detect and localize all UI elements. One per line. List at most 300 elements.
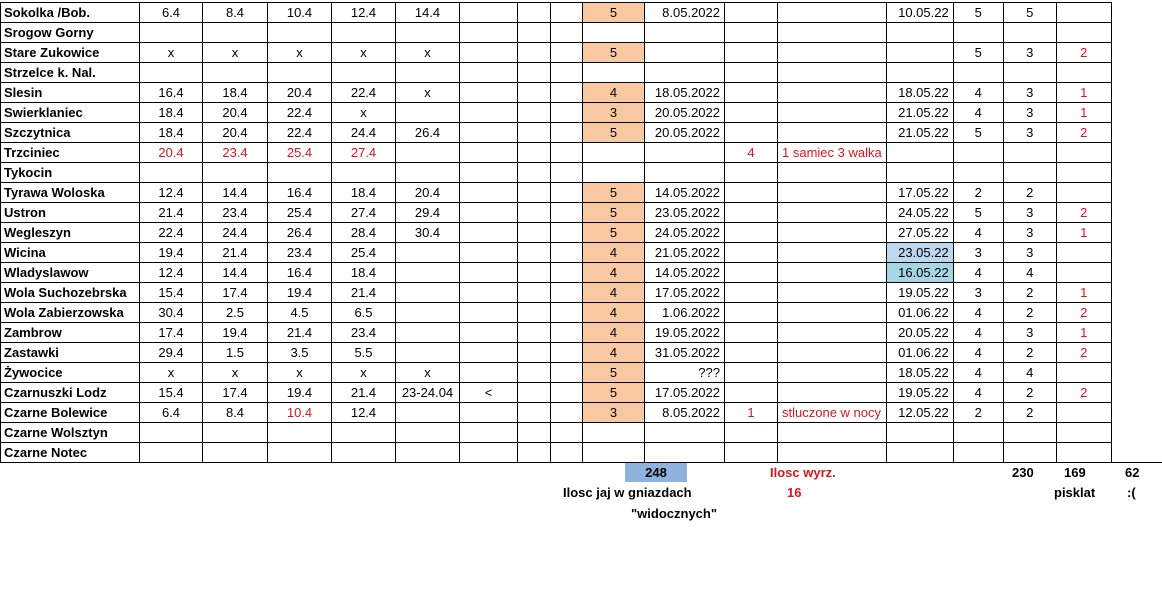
cell-d4: x: [332, 103, 396, 123]
cell-date1: 31.05.2022: [645, 343, 725, 363]
cell-d4: x: [332, 363, 396, 383]
cell-h: 2: [953, 403, 1003, 423]
cell-h: 4: [953, 383, 1003, 403]
cell-d2: 23.4: [203, 203, 268, 223]
cell-d1: 6.4: [140, 403, 203, 423]
cell-x: [1056, 363, 1111, 383]
cell-d3: 4.5: [268, 303, 332, 323]
cell-note: [778, 223, 887, 243]
cell-d2: 8.4: [203, 3, 268, 23]
cell-h: 5: [953, 203, 1003, 223]
cell-d5: [396, 143, 460, 163]
cell-d5: [396, 103, 460, 123]
cell-n: [725, 383, 778, 403]
cell-name: Szczytnica: [1, 123, 140, 143]
cell-e1: [518, 443, 551, 463]
table-row: [1, 83, 1112, 103]
cell-x: [1056, 63, 1111, 83]
cell-eggs: [583, 163, 645, 183]
cell-x: [1056, 243, 1111, 263]
cell-eggs: 5: [583, 223, 645, 243]
cell-n: [725, 243, 778, 263]
cell-d3: [268, 443, 332, 463]
cell-lt: [460, 183, 518, 203]
cell-d4: [332, 423, 396, 443]
cell-d3: 23.4: [268, 243, 332, 263]
table-row: [1, 303, 1112, 323]
cell-d3: 25.4: [268, 143, 332, 163]
cell-d5: [396, 243, 460, 263]
cell-h: 4: [953, 303, 1003, 323]
cell-d5: 30.4: [396, 223, 460, 243]
cell-d4: 12.4: [332, 3, 396, 23]
cell-date2: 10.05.22: [886, 3, 953, 23]
cell-d3: [268, 423, 332, 443]
cell-lt: [460, 143, 518, 163]
cell-d2: 18.4: [203, 83, 268, 103]
cell-date2: [886, 63, 953, 83]
cell-date2: 27.05.22: [886, 223, 953, 243]
cell-e1: [518, 143, 551, 163]
cell-e2: [551, 383, 583, 403]
cell-name: Zambrow: [1, 323, 140, 343]
cell-lt: [460, 103, 518, 123]
cell-note: [778, 183, 887, 203]
cell-h: 4: [953, 343, 1003, 363]
cell-x: [1056, 263, 1111, 283]
cell-lt: [460, 123, 518, 143]
cell-eggs: 4: [583, 283, 645, 303]
cell-x: [1056, 443, 1111, 463]
cell-d1: [140, 163, 203, 183]
cell-d3: 16.4: [268, 183, 332, 203]
cell-date1: [645, 163, 725, 183]
cell-date1: 8.05.2022: [645, 3, 725, 23]
cell-date1: 20.05.2022: [645, 123, 725, 143]
cell-e1: [518, 283, 551, 303]
cell-d5: 20.4: [396, 183, 460, 203]
cell-h: 4: [953, 103, 1003, 123]
cell-p: 3: [1003, 323, 1056, 343]
cell-d5: [396, 163, 460, 183]
cell-d3: 26.4: [268, 223, 332, 243]
table-row: [1, 163, 1112, 183]
cell-e2: [551, 203, 583, 223]
cell-name: Stare Zukowice: [1, 43, 140, 63]
total-x: 62: [1125, 465, 1140, 480]
cell-lt: [460, 3, 518, 23]
cell-n: [725, 223, 778, 243]
cell-x: 2: [1056, 43, 1111, 63]
table-bottom-border: [0, 462, 1162, 463]
cell-x: 2: [1056, 343, 1111, 363]
cell-x: [1056, 3, 1111, 23]
cell-h: 2: [953, 183, 1003, 203]
cell-d3: 25.4: [268, 203, 332, 223]
cell-date1: 17.05.2022: [645, 383, 725, 403]
cell-d5: 29.4: [396, 203, 460, 223]
cell-e2: [551, 363, 583, 383]
cell-name: Wola Suchozebrska: [1, 283, 140, 303]
cell-d4: 21.4: [332, 283, 396, 303]
cell-eggs: 4: [583, 303, 645, 323]
cell-h: [953, 23, 1003, 43]
cell-lt: [460, 283, 518, 303]
cell-d1: 30.4: [140, 303, 203, 323]
cell-d5: [396, 63, 460, 83]
table-row: [1, 403, 1112, 423]
table-row: [1, 223, 1112, 243]
cell-x: 1: [1056, 223, 1111, 243]
cell-note: [778, 423, 887, 443]
cell-x: [1056, 163, 1111, 183]
table-row: [1, 283, 1112, 303]
cell-d3: [268, 23, 332, 43]
cell-note: stluczone w nocy: [778, 403, 887, 423]
cell-note: [778, 43, 887, 63]
cell-d5: x: [396, 43, 460, 63]
cell-p: 3: [1003, 43, 1056, 63]
cell-d5: [396, 303, 460, 323]
cell-date1: [645, 143, 725, 163]
cell-p: [1003, 63, 1056, 83]
cell-d5: [396, 323, 460, 343]
cell-d2: 14.4: [203, 183, 268, 203]
cell-d3: 19.4: [268, 383, 332, 403]
cell-d2: 17.4: [203, 283, 268, 303]
cell-name: Wicina: [1, 243, 140, 263]
cell-eggs: [583, 423, 645, 443]
cell-e1: [518, 63, 551, 83]
cell-e2: [551, 443, 583, 463]
cell-d1: x: [140, 43, 203, 63]
cell-d4: 12.4: [332, 403, 396, 423]
cell-eggs: 5: [583, 183, 645, 203]
cell-d5: [396, 283, 460, 303]
cell-date2: 01.06.22: [886, 343, 953, 363]
cell-d3: 21.4: [268, 323, 332, 343]
cell-x: 2: [1056, 303, 1111, 323]
cell-lt: [460, 243, 518, 263]
cell-note: [778, 83, 887, 103]
cell-e2: [551, 143, 583, 163]
cell-x: 1: [1056, 323, 1111, 343]
cell-d3: 20.4: [268, 83, 332, 103]
cell-d1: [140, 443, 203, 463]
cell-e1: [518, 403, 551, 423]
cell-x: [1056, 423, 1111, 443]
cell-h: [953, 423, 1003, 443]
cell-e1: [518, 363, 551, 383]
eggs-label-visible: "widocznych": [631, 506, 718, 521]
cell-d2: [203, 423, 268, 443]
cell-e1: [518, 183, 551, 203]
cell-date2: 20.05.22: [886, 323, 953, 343]
cell-p: 2: [1003, 283, 1056, 303]
cell-e2: [551, 243, 583, 263]
cell-d2: [203, 163, 268, 183]
cell-d1: [140, 23, 203, 43]
cell-d1: 22.4: [140, 223, 203, 243]
cell-d1: 12.4: [140, 263, 203, 283]
cell-d1: 18.4: [140, 103, 203, 123]
cell-note: [778, 283, 887, 303]
cell-e2: [551, 403, 583, 423]
cell-d1: 29.4: [140, 343, 203, 363]
cell-eggs: 3: [583, 403, 645, 423]
cell-d3: 22.4: [268, 103, 332, 123]
cell-date1: 23.05.2022: [645, 203, 725, 223]
cell-name: Wegleszyn: [1, 223, 140, 243]
cell-d3: [268, 63, 332, 83]
cell-p: 3: [1003, 103, 1056, 123]
cell-d4: 24.4: [332, 123, 396, 143]
table-row: [1, 423, 1112, 443]
cell-n: [725, 363, 778, 383]
cell-p: 4: [1003, 363, 1056, 383]
cell-name: Zastawki: [1, 343, 140, 363]
cell-date2: 24.05.22: [886, 203, 953, 223]
cell-d4: [332, 163, 396, 183]
cell-e1: [518, 163, 551, 183]
nest-table: [0, 2, 1112, 463]
cell-note: 1 samiec 3 walka: [778, 143, 887, 163]
cell-eggs: 4: [583, 343, 645, 363]
cell-name: Tykocin: [1, 163, 140, 183]
cell-h: [953, 443, 1003, 463]
cell-d1: 18.4: [140, 123, 203, 143]
cell-date2: 23.05.22: [886, 243, 953, 263]
eggs-label: Ilosc jaj w gniazdach: [563, 485, 692, 500]
cell-date1: [645, 443, 725, 463]
cell-date1: [645, 63, 725, 83]
cell-d2: 19.4: [203, 323, 268, 343]
cell-h: 4: [953, 323, 1003, 343]
cell-e1: [518, 343, 551, 363]
cell-e2: [551, 423, 583, 443]
cell-d1: x: [140, 363, 203, 383]
cell-d4: 22.4: [332, 83, 396, 103]
cell-p: 3: [1003, 243, 1056, 263]
cell-e1: [518, 3, 551, 23]
cell-d3: x: [268, 363, 332, 383]
cell-x: [1056, 23, 1111, 43]
cell-d2: 23.4: [203, 143, 268, 163]
cell-d2: 14.4: [203, 263, 268, 283]
cell-lt: [460, 303, 518, 323]
cell-d3: [268, 163, 332, 183]
cell-d3: 10.4: [268, 3, 332, 23]
cell-d4: 5.5: [332, 343, 396, 363]
cell-date1: 24.05.2022: [645, 223, 725, 243]
cell-e1: [518, 243, 551, 263]
cell-d4: 18.4: [332, 263, 396, 283]
cell-lt: [460, 23, 518, 43]
cell-name: Żywocice: [1, 363, 140, 383]
cell-date1: 14.05.2022: [645, 183, 725, 203]
cell-date1: 19.05.2022: [645, 323, 725, 343]
cell-eggs: 5: [583, 43, 645, 63]
cell-d3: 16.4: [268, 263, 332, 283]
cell-note: [778, 203, 887, 223]
pisklat-label: pisklat: [1054, 485, 1096, 500]
cell-n: [725, 23, 778, 43]
cell-date2: [886, 423, 953, 443]
cell-p: 3: [1003, 223, 1056, 243]
cell-d2: 21.4: [203, 243, 268, 263]
cell-n: [725, 323, 778, 343]
cell-d4: 23.4: [332, 323, 396, 343]
cell-d4: 28.4: [332, 223, 396, 243]
cell-n: 4: [725, 143, 778, 163]
cell-e1: [518, 23, 551, 43]
cell-e2: [551, 283, 583, 303]
cell-note: [778, 63, 887, 83]
cell-date2: [886, 23, 953, 43]
cell-e1: [518, 223, 551, 243]
cell-note: [778, 443, 887, 463]
cell-x: 2: [1056, 123, 1111, 143]
table-row: [1, 383, 1112, 403]
cell-d2: 2.5: [203, 303, 268, 323]
cell-note: [778, 23, 887, 43]
cell-e1: [518, 323, 551, 343]
cell-e1: [518, 123, 551, 143]
table-row: [1, 123, 1112, 143]
cell-eggs: [583, 23, 645, 43]
table-row: [1, 183, 1112, 203]
cell-date2: 17.05.22: [886, 183, 953, 203]
cell-e1: [518, 83, 551, 103]
cell-note: [778, 163, 887, 183]
cell-date2: 16.05.22: [886, 263, 953, 283]
cell-eggs: 4: [583, 83, 645, 103]
cell-e2: [551, 103, 583, 123]
cell-e1: [518, 43, 551, 63]
cell-date1: [645, 23, 725, 43]
cell-d5: [396, 443, 460, 463]
cell-eggs: 4: [583, 263, 645, 283]
cell-date2: 18.05.22: [886, 363, 953, 383]
cell-h: 4: [953, 363, 1003, 383]
cell-d1: 12.4: [140, 183, 203, 203]
cell-x: [1056, 143, 1111, 163]
cell-name: Czarne Wolsztyn: [1, 423, 140, 443]
cell-p: 2: [1003, 303, 1056, 323]
cell-e2: [551, 23, 583, 43]
cell-name: Slesin: [1, 83, 140, 103]
cell-e1: [518, 263, 551, 283]
cell-d1: 6.4: [140, 3, 203, 23]
cell-note: [778, 103, 887, 123]
sad-face: :(: [1127, 485, 1136, 500]
cell-d5: x: [396, 363, 460, 383]
cell-date2: 18.05.22: [886, 83, 953, 103]
cell-name: Sokolka /Bob.: [1, 3, 140, 23]
cell-e1: [518, 203, 551, 223]
cell-d1: 15.4: [140, 383, 203, 403]
cell-d2: 20.4: [203, 103, 268, 123]
cell-d4: 21.4: [332, 383, 396, 403]
cell-n: [725, 163, 778, 183]
cell-eggs: 4: [583, 243, 645, 263]
cell-lt: [460, 403, 518, 423]
cell-lt: [460, 443, 518, 463]
table-row: [1, 23, 1112, 43]
cell-x: 1: [1056, 83, 1111, 103]
cell-d5: 14.4: [396, 3, 460, 23]
cell-e2: [551, 123, 583, 143]
cell-name: Swierklaniec: [1, 103, 140, 123]
cell-p: 2: [1003, 183, 1056, 203]
cell-note: [778, 323, 887, 343]
cell-d2: 1.5: [203, 343, 268, 363]
cell-h: [953, 143, 1003, 163]
cell-n: [725, 423, 778, 443]
cell-d3: x: [268, 43, 332, 63]
cell-date1: ???: [645, 363, 725, 383]
cell-d1: [140, 423, 203, 443]
cell-date1: [645, 43, 725, 63]
ilosc-wyrz-label: Ilosc wyrz.: [770, 465, 836, 480]
table-row: [1, 203, 1112, 223]
cell-d2: [203, 63, 268, 83]
table-row: [1, 443, 1112, 463]
cell-d4: 27.4: [332, 143, 396, 163]
table-row: [1, 143, 1112, 163]
cell-d2: 8.4: [203, 403, 268, 423]
cell-h: 5: [953, 123, 1003, 143]
cell-d2: 20.4: [203, 123, 268, 143]
cell-note: [778, 383, 887, 403]
cell-p: 3: [1003, 83, 1056, 103]
cell-lt: [460, 223, 518, 243]
cell-d5: [396, 263, 460, 283]
cell-lt: [460, 423, 518, 443]
cell-date1: 14.05.2022: [645, 263, 725, 283]
cell-n: 1: [725, 403, 778, 423]
cell-lt: [460, 163, 518, 183]
cell-e2: [551, 303, 583, 323]
cell-d2: [203, 23, 268, 43]
cell-date2: 01.06.22: [886, 303, 953, 323]
cell-lt: [460, 343, 518, 363]
cell-e1: [518, 383, 551, 403]
cell-x: 2: [1056, 203, 1111, 223]
cell-d4: 6.5: [332, 303, 396, 323]
cell-n: [725, 263, 778, 283]
cell-note: [778, 263, 887, 283]
cell-name: Srogow Gorny: [1, 23, 140, 43]
cell-note: [778, 363, 887, 383]
cell-n: [725, 123, 778, 143]
cell-name: Ustron: [1, 203, 140, 223]
total-p: 169: [1064, 465, 1086, 480]
cell-x: 2: [1056, 383, 1111, 403]
cell-date2: [886, 43, 953, 63]
cell-n: [725, 443, 778, 463]
cell-date2: 12.05.22: [886, 403, 953, 423]
cell-lt: [460, 63, 518, 83]
cell-d1: 16.4: [140, 83, 203, 103]
cell-d3: 22.4: [268, 123, 332, 143]
cell-d1: 20.4: [140, 143, 203, 163]
cell-h: [953, 163, 1003, 183]
cell-p: 2: [1003, 403, 1056, 423]
cell-n: [725, 83, 778, 103]
cell-e2: [551, 223, 583, 243]
cell-d4: x: [332, 43, 396, 63]
